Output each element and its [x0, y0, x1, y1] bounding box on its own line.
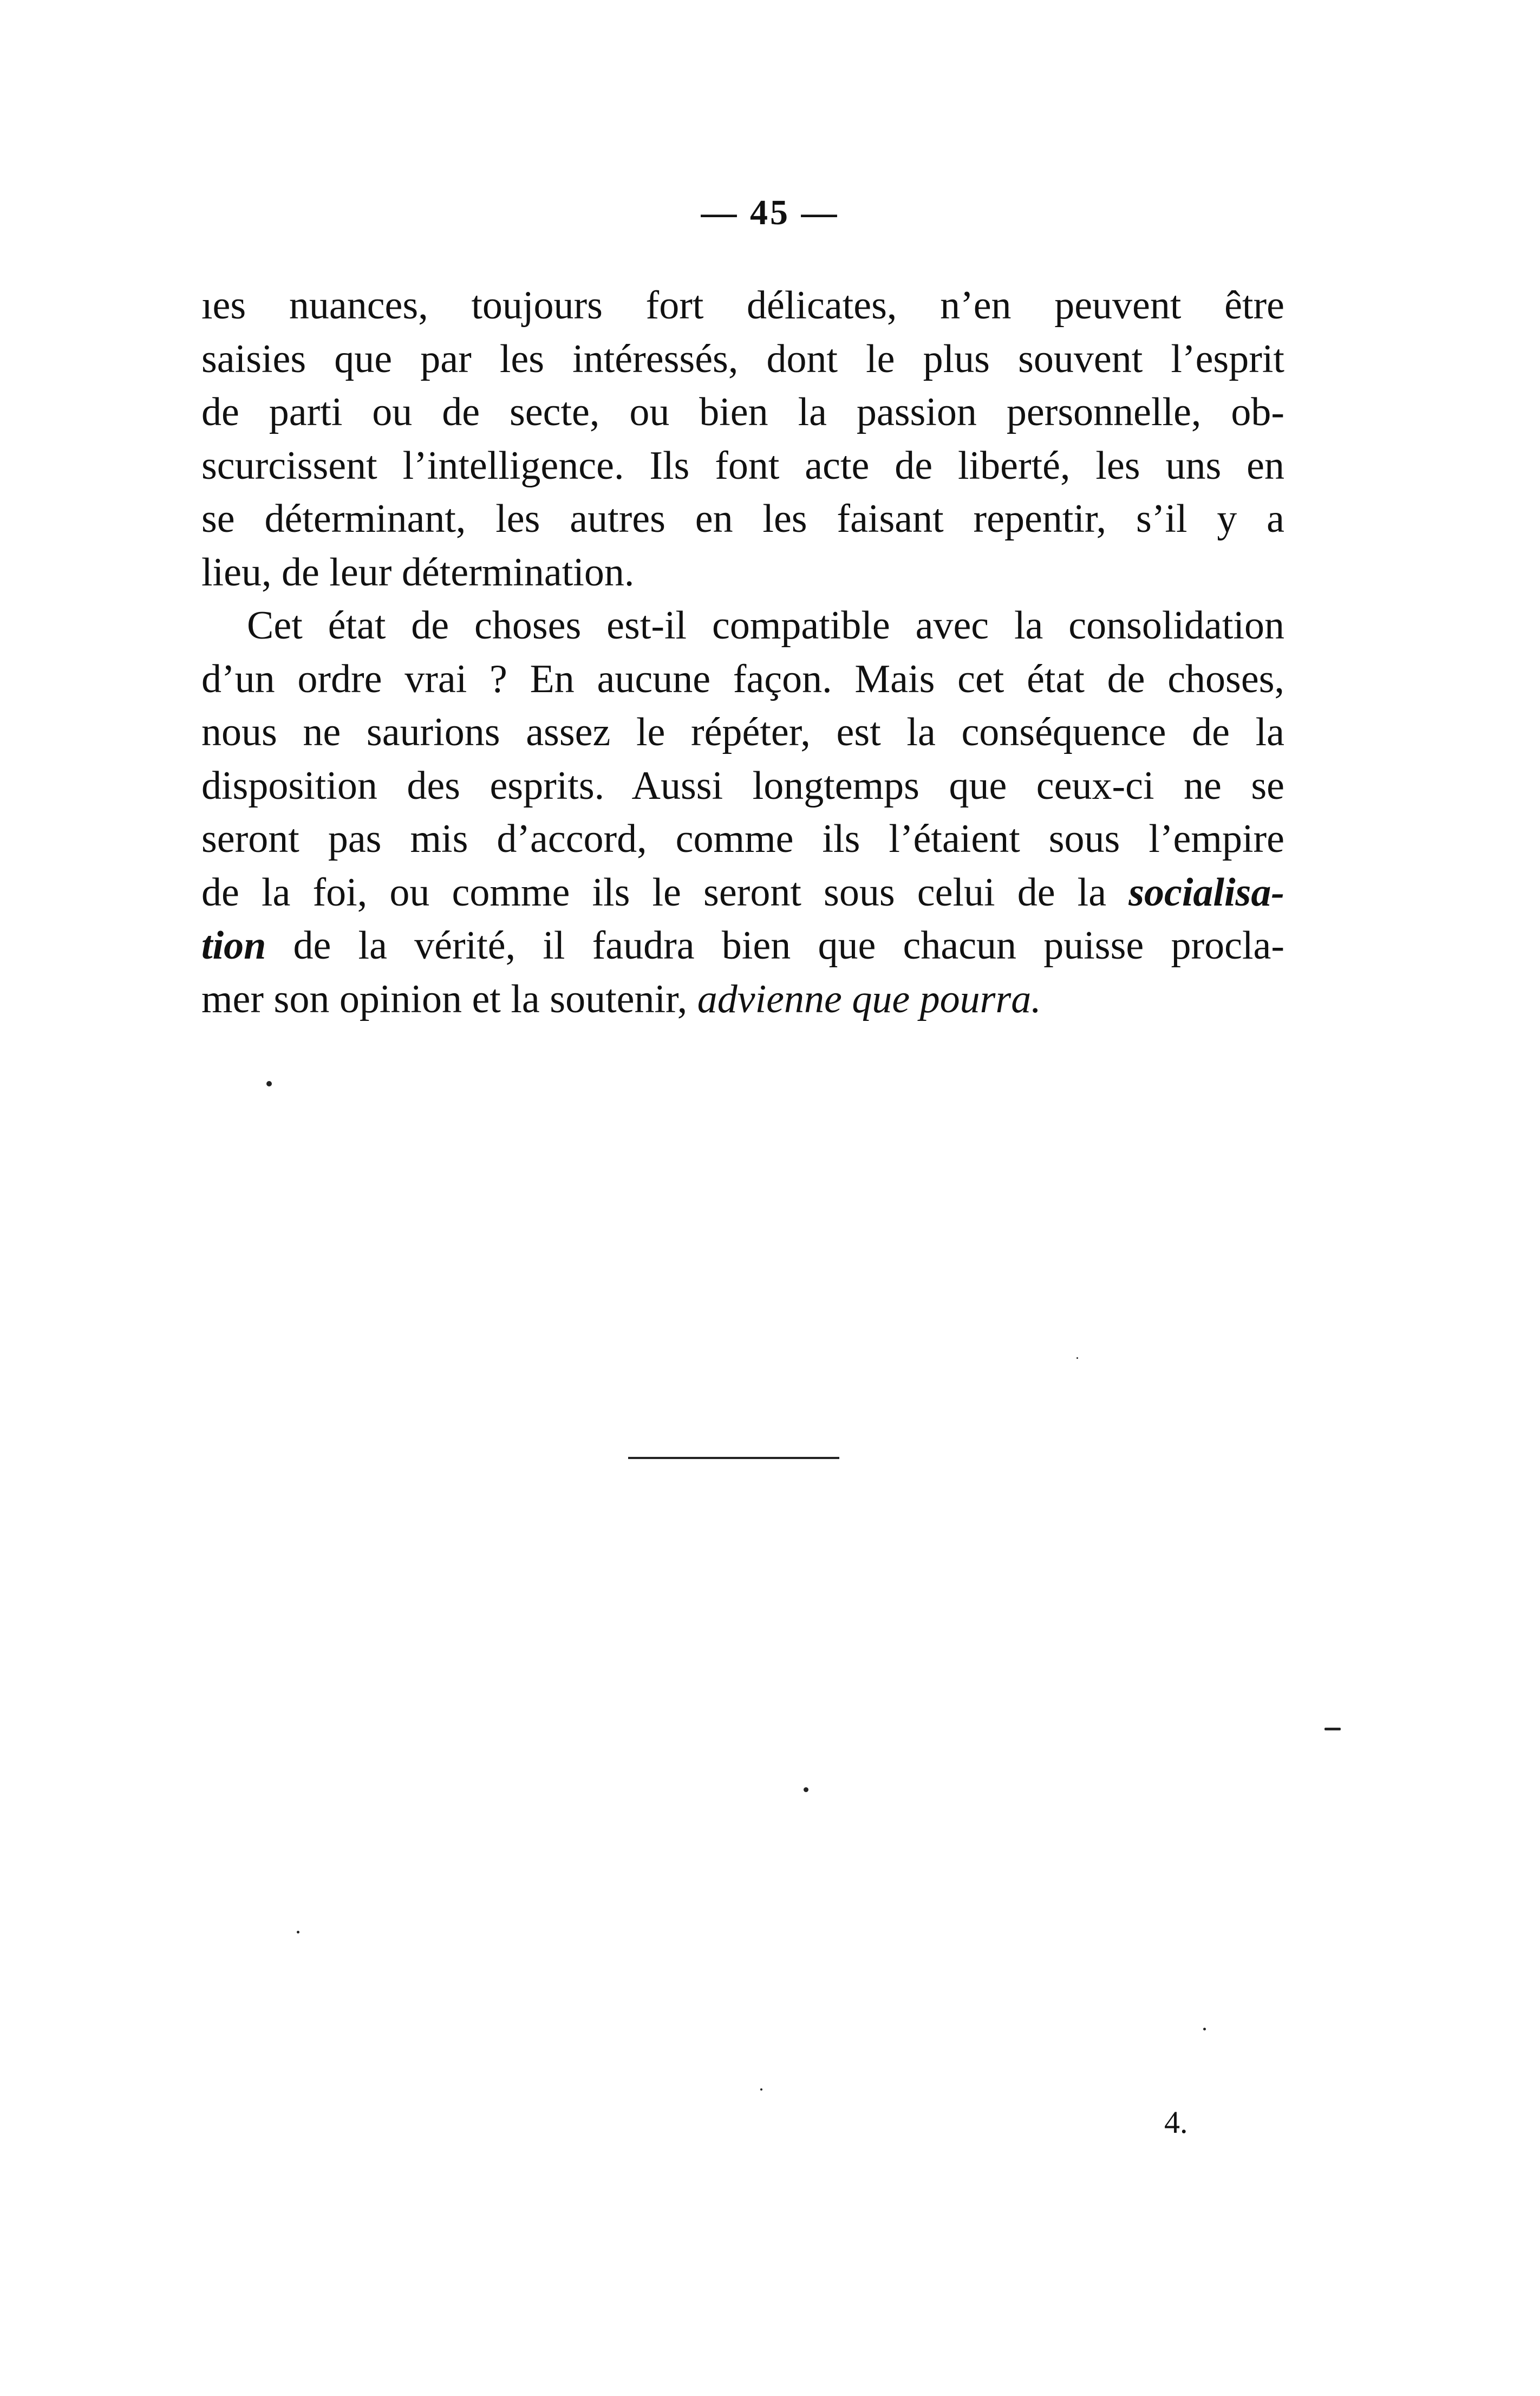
- text-line: de parti ou de secte, ou bien la passion personnelle, ob-: [201, 390, 1284, 434]
- ink-speck: [297, 1931, 299, 1933]
- text-line-mixed: [201, 866, 1284, 920]
- paragraph-1: [201, 279, 1284, 599]
- text-line: ıes nuances, toujours fort délicates, n’en peuvent être: [201, 283, 1284, 328]
- ink-speck: [1324, 1728, 1341, 1730]
- text-line: saisies que par les intéressés, dont le plus souvent l’esprit: [201, 336, 1284, 381]
- section-divider: [628, 1457, 839, 1459]
- text-line: scurcissent l’intelligence. Ils font acte de liberté, les uns en: [201, 443, 1284, 488]
- text-line-mixed: [201, 919, 1284, 973]
- ink-speck: [1203, 2028, 1206, 2030]
- italic-phrase: advienne que pourra.: [697, 976, 1041, 1021]
- italic-term: tion: [201, 923, 266, 968]
- text-run: mer son opinion et la soutenir,: [201, 976, 697, 1021]
- text-line: d’un ordre vrai ? En aucune façon. Mais cet état de choses,: [201, 656, 1284, 701]
- paragraph-2: [201, 599, 1284, 1026]
- page-number: — 45 —: [701, 193, 839, 232]
- text-line: seront pas mis d’accord, comme ils l’étaient sous l’empire: [201, 817, 1284, 861]
- text-line: nous ne saurions assez le répéter, est la conséquence de la: [201, 710, 1284, 754]
- signature-mark: 4.: [1164, 2105, 1188, 2140]
- text-run: de la foi, ou comme ils le seront sous celui de la: [201, 870, 1129, 915]
- italic-term: socialisa-: [1128, 870, 1284, 915]
- ink-speck: [266, 1081, 272, 1086]
- text-line: lieu, de leur détermination.: [201, 550, 635, 595]
- text-line-mixed: [201, 973, 1284, 1026]
- text-line: se déterminant, les autres en les faisant repentir, s’il y a: [201, 497, 1284, 541]
- body-text: [201, 279, 1284, 1026]
- ink-speck: [760, 2088, 762, 2091]
- text-line: disposition des esprits. Aussi longtemps que ceux-ci ne se: [201, 763, 1284, 808]
- ink-speck: [1076, 1357, 1078, 1359]
- ink-speck: [804, 1787, 808, 1792]
- text-line: Cet état de choses est-il compatible avec la consolidation: [247, 603, 1284, 648]
- text-run: de la vérité, il faudra bien que chacun puisse procla-: [266, 923, 1284, 968]
